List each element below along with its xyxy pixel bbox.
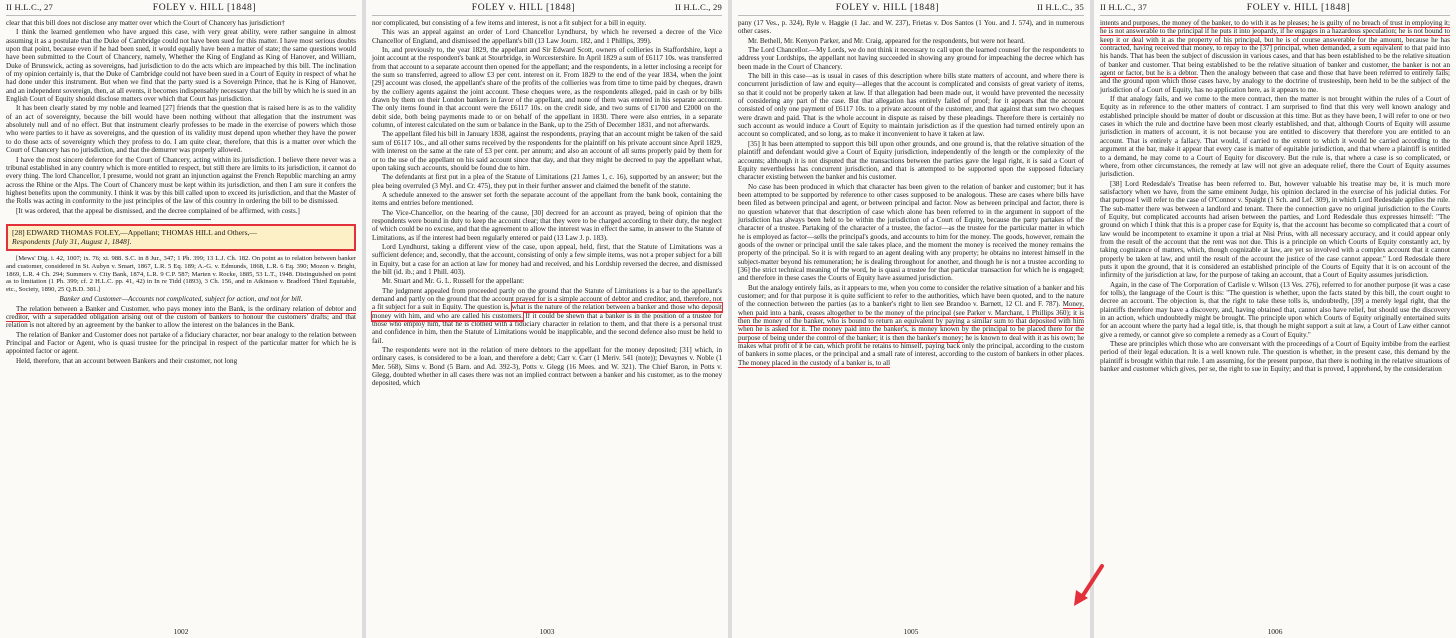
paragraph-rest: Then the analogy between that case and those that have been referred to entirely fails; and the ground upon which those cases have, by analogy to the doctrine of trusteeship, been held to be the subject of the jurisdiction of a Court of Equity, has no application here, as it appears to me.: [1100, 69, 1451, 94]
highlighted-passage-tail: The money placed in the custody of a banker is, to all: [738, 358, 891, 367]
highlighted-passage: intents and purposes, the money of the banker, to do with it as he pleases; he is guilty of no breach of trust in employing it; he is not answerable to the principal if he puts it into jeopardy, if he engages in a hazardous speculation; he is not bound to keep it or deal with it as the property of his principal, but he is of course answerable for the amount,: [1100, 19, 1450, 44]
paragraph: No case has been produced in which that character has been given to the relation of banker and customer; but it has been attempted to be supported by reference to other cases supposed to be analogous. These are cases where bills have been filed as between principal and agent, or between principal and factor. Now as between principal and factor, there is no question whatever that that description of case which alone has been referred to in the argument in support of the jurisdiction has always been held to be within the jurisdiction of a Court of Equity, because the party partakes of the character of a trustee. Partaking of the character of a trustee, the factor—as the trustee for the particular matter in which he is employed as factor—sells the principal's goods, and accounts to him for the money. The goods, however, remain the goods of the owner or principal until the sale takes place, and the moment the money is received the money remains the property of the principal. So it is with regard to an agent dealing with any property; he obtains no interest himself in the subject-matter beyond his remuneration; he is dealing throughout for another, and though he is not a trustee according to [36] the strict technical meaning of the word, he is quasi a trustee for that particular transaction for which he is engaged; and therefore in these cases the Courts of Equity have assumed jurisdiction.: [738, 182, 1084, 283]
header-title: FOLEY v. HILL [1848]: [152, 2, 257, 13]
running-head: [6, 2, 356, 16]
paragraph: The respondents were not in the relation of mere debtors to the appellant for the money deposited; [31] which, in ordinary cases, is considered to be a loan, and therefore a debt; Carr v. Carr (1 Meriv. 541 (note)); Devaynes v. Noble (1 Mer. 568), Sims v. Bond (5 Barn. and Ad. 392-3), Potts v. Glegg (16 Mees. and W. 321). The Chief Baron, in Potts v. Glegg, doubted whether in all cases there was not an implied contract between a banker and his customer, as to the money deposited, which: [372, 346, 722, 388]
page-number: 1003: [539, 627, 555, 636]
header-title: FOLEY v. HILL [1848]: [1246, 2, 1351, 13]
paragraph: [35] It has been attempted to support this bill upon other grounds, and one ground is, that the relative situation of the plaintiff and defendant would give a Court of Equity jurisdiction, independently of the length or the complexity of the accounts; although it is not disputed that the transactions between the parties gave the legal right, it is said a Court of Equity nevertheless has concurrent jurisdiction, and that is attempted to be supported upon the supposed fiduciary character existing between the banker and his customer.: [738, 139, 1084, 182]
paragraph: Again, in the case of The Corporation of Carlisle v. Wilson (13 Ves. 276), referred to for another purpose (it was a case for tolls), the language of the Court is this: "The question is whether, upon the facts stated by this bill, the court ought to decree an account. The objection is, that the right to take these tolls is, undoubtedly, [39] a merely legal right, that the plaintiffs therefore may have a discovery, and, having obtained that, cannot also have relief, but should use the discovery in an action, which undoubtedly might be brought. The principle upon which Courts of Equity originally entertained suits for an account where the party had a legal title, is, that though he might support a suit at law, a Court of Law either cannot give a remedy, or cannot give so complete a remedy as a Court of Equity.": [1100, 280, 1450, 339]
header-right: II H.L.C., 35: [1036, 2, 1084, 12]
paragraph: These are principles which those who are conversant with the proceedings of a Court of Equity imbibe from the earliest period of their legal education. It is a well known rule. The question is whether, in the present case, this demand by the plaintiff is brought within that rule. I am assuming, for the present purpose, that there is nothing in the relative situations of banker and customer which gives, per se, the right to sue in Equity; and that is proved, I apprehend, by the consideration: [1100, 340, 1450, 374]
red-arrow-icon: [1072, 562, 1106, 608]
page-number: 1002: [173, 627, 189, 636]
paragraph: [1100, 19, 1450, 94]
paragraph: The Vice-Chancellor, on the hearing of the cause, [30] decreed for an account as prayed, being of opinion that the respondents were bound in duty to keep the account clear; that they were to be charged according to their duty, the neglect of which could be no excuse, and that the agreement to allow the interest was in effect the same, in answer to the Statute of Limitations, as if the interest had been regularly entered or paid (13 Law J. p. 183).: [372, 208, 722, 242]
paragraph: [It was ordered, that the appeal be dismissed, and the decree complained of be affirmed, with costs.]: [16, 206, 300, 215]
paragraph: Mr. Bethell, Mr. Kenyon Parker, and Mr. Craig, appeared for the respondents, but were not heard.: [748, 36, 1025, 45]
headnote: [6, 305, 356, 330]
paragraph: I have the most sincere deference for the Court of Chancery, acting within its jurisdiction. I believe there never was a tribunal established in any country which is more entitled to respect, but still there are limits to its jurisdiction, it cannot do every thing. The lord Chancellor, I presume, would not grant an injunction against the French Republic marching an army across the Rhine or the Alps. The Court of Chancery must be kept within its jurisdiction, and then I am sure it confers the highest benefits upon the community. I think it was by this bill called upon to exceed its jurisdiction, and that the Master of the Rolls was acting in conformity to the just principles of the law of this country in ordering the bill to be dismissed.: [6, 155, 356, 206]
paragraph: This was an appeal against an order of Lord Chancellor Lyndhurst, by which he reversed a decree of the Vice Chancellor of England, and dismissed the appellant's bill (13 Law Journ. 182, and 1 Phillips, 399).: [372, 28, 722, 45]
highlighted-passage: Money, when paid into a bank, ceases altogether to be the money of the principal (see Parker v. Marchant, 1 Phillips 360); it is then the money of the banker, who is bound to return an equivalent by paying a similar sum to that deposited with him when he is asked for it. The money paid into the banker's, is money known by the principal to be placed there for the purpose of being under the control of the banker; it is then the banker's money;: [738, 300, 1084, 342]
paragraph: pany (17 Ves., p. 324), Ryle v. Haggie (1 Jac. and W. 237), Frietas v. Dos Santos (1 You. and J. 574), and in numerous other cases.: [738, 19, 1084, 36]
paragraph: [38] Lord Redesdale's Treatise has been referred to. But, however valuable his treatise may be, it is much more satisfactory when we have, from the same eminent Judge, his opinion declared in the exercise of his judicial duties. For that purpose I will refer to the case of O'Connor v. Spaight (1 Sch. and Lef. 309), in which Lord Redesdale applies the rule. The sub-matter there was between a landlord and tenant. There the connection gave no original jurisdiction to the Courts of Equity, but complicated accounts had arisen between the parties, and Lord Redesdale thus expresses himself: "The ground on which I think that this is a proper case for Equity is, that the account has become so complicated that a court of law would be incompetent to examine it upon a trial at Nisi Prius, with all necessary accuracy, and it could appear only from the result of the account that the rent was not due. This is a principle on which Courts of Equity constantly act, by taking cognizance of matters, which, though cognizable at law, are yet so involved with a complex account that it cannot properly be taken at law, and until the result of the account the justice of the case cannot appear." Lord Redesdale there puts it upon the ground, that it is considered an established principle of the Courts of Equity that it is on account of the infirmity of the jurisdiction at law, for the purpose of taking an account, that a Court of Equity assumes jurisdiction.: [1100, 179, 1450, 280]
paragraph-rest: he is known to deal with it as his own; he makes what profit of it he can, which profit he retains to himself, paying back only the principal, according to the custom of bankers in some places, or the principal and a small rate of interest, according to the custom of bankers in other places.: [738, 333, 1084, 359]
headnote-3: Held, therefore, that an account between Bankers and their customer, not long: [16, 356, 238, 365]
paragraph-rest: If it could be shewn that a banker is in the position of a trustee for those who employ him, that he is clothed with a fiduciary character in relation to them, and that there is a personal trust and confidence in him, then the Statute of Limitations would be inapplicable, and the second defence also must be held to fail.: [372, 311, 722, 345]
headnote-title: Banker and Customer—Accounts not complicated, subject for action, and not for bill.: [59, 295, 303, 304]
paragraph: Lord Lyndhurst, taking a different view of the case, upon appeal, held, first, that the Statute of Limitations was a sufficient defence; and, secondly, that the account, consisting of only a few simple items, was not a proper subject for a bill in Equity, but a case for an action at law for money had and received, and his Lordship reversed the decree, and dismissed the bill (id. ib.; and 1 Phill. 403).: [372, 242, 722, 276]
running-head: [1100, 2, 1450, 16]
page-1005: [732, 0, 1090, 638]
header-title: FOLEY v. HILL [1848]: [471, 2, 576, 13]
paragraph: The bill in this case—as is usual in cases of this description where bills state matters of account, and where there is concurrent jurisdiction of law and equity—alleges that the account is complicated and consists of great variety of items, so that it could not be properly taken at law. If that allegation had been made out, it would have prevented the necessity of considering any part of the case. But that allegation has entirely failed of proof; for it appears that the account consisted of only one payment of £6117 10s. to a private account of the customer, and that against that sum two cheques were drawn and paid. That is the whole account in dispute as raised by these pleadings. Therefore there is certainly no such account as would induce a Court of Equity to maintain jurisdiction as if the question had turned entirely upon an account so complicated, and so long, as to make it inconvenient to have it taken at law.: [738, 72, 1084, 139]
paragraph: In, and previously to, the year 1829, the appellant and Sir Edward Scott, owners of collieries in Staffordshire, kept a joint account at the respondent's bank at Stourbridge, in Worcestershire. In April 1829 a sum of £6117 10s. was transferred from that account to a separate account then opened for the appellant; and the respondents, in a letter inclosing a receipt for the sum so transferred, agreed to allow £3 per cent. interest on it. From 1829 to the end of the year 1834, when the joint [29] account was closed, the appellant's share of the profits of the collieries was from time to time paid by cheques, drawn by the colliery agents against the joint account. These cheques were, as the respondents alleged, paid in cash or by bills drawn by them on their London bankers in favor of the appellant, and none of them was entered in his separate account. The only items found in that account were the £6117 10s. on the credit side, and two sums of £1700 and £2000 on the debit side, both being payments made to or on behalf of the appellant in 1830. There were also entries, in a separate column, of interest calculated on the sum or balance in the Bank, up to the 25th of December 1831, and not afterwards.: [372, 46, 722, 130]
header-left: II H.L.C., 37: [1100, 2, 1147, 12]
header-right: II H.L.C., 29: [674, 2, 722, 12]
paragraph: [372, 287, 722, 345]
case-heading: [28] EDWARD THOMAS FOLEY,—Appellant; THOMAS HILL and Others,—: [12, 227, 258, 237]
highlighted-passage-debtor: the banker is not an agent or factor, but he is a debtor.: [1100, 60, 1450, 78]
page-1003: [366, 0, 728, 638]
paragraph: Mr. Stuart and Mr. G. L. Russell for the appellant:: [382, 277, 525, 286]
paragraph: I think the learned gentlemen who have argued this case, with very great ability, were rather sanguine in almost assuming it as a postulate that the Duke of Cambridge could not have been sued for this matter. I have most serious doubts upon that point, because even if he had been sued, it would equally have been a matter of state; the same questions would have been submitted to the Court of Chancery, namely, Whether the King of England as King of Hanover, and William, Duke of Brunswick, acting as sovereigns, had jurisdiction to do the acts which are impeached by this bill. The inclination of my opinion certainly is, that the Duke of Cambridge could not have been sued in a Court of Equity in respect of what he had done under this instrument. But when we find that the party sued is a Sovereign Prince, that he is King of Hanover, and an independent sovereign, then, at all events, it becomes indispensably necessary that the bill by which he is sued in an English Court of Equity should disclose matters over which that Court has jurisdiction.: [6, 28, 356, 104]
page-1006: [1094, 0, 1456, 638]
page-number: 1005: [903, 627, 919, 636]
running-head: [738, 2, 1084, 16]
highlighted-passage: what is the nature of the relation between a banker and those who deposit money with him, and who are called his customers.: [372, 303, 722, 320]
paragraph: A schedule annexed to the answer set forth the separate account of the appellant from the bank book, containing the items and entries before mentioned.: [372, 190, 722, 208]
section-divider: [151, 219, 211, 220]
paragraph: clear that this bill does not disclose any matter over which the Court of Chancery has jurisdiction†: [6, 19, 285, 27]
headnote-2: The relation of Banker and Customer does not partake of a fiduciary character, nor bear analogy to the relation between Principal and Factor or Agent, who is quasi trustee for the principal in respect of the particular matter for which he is appointed factor or agent.: [6, 330, 356, 356]
paragraph-start: But the analogy entirely fails, as it appears to me, when you come to consider the relative situation of a banker and his customer; and for that purpose it is quite sufficient to refer to the authorities, which have been quoted, and to the nature of the connection between the parties (as to a banker's right to lien see Brandoo v. Barnett, 12 Cl. and F. 787).: [738, 283, 1084, 309]
header-left: II H.L.C., 27: [6, 2, 53, 12]
paragraph: The Lord Chancellor.—My Lords, we do not think it necessary to call upon the learned counsel for the respondents to address your Lordships, the appellant not having succeeded in showing any ground for impeaching the decree which has been made in the Court of Chancery.: [738, 46, 1084, 71]
paragraph: [738, 284, 1084, 367]
highlighted-passage: The relation between a Banker and Customer, who pays money into the Bank, is the ordinary relation of debtor and creditor,: [6, 304, 356, 321]
case-heading-box: [6, 224, 356, 251]
paragraph: The appellant filed his bill in January 1838, against the respondents, praying that an account might be taken of the said sum of £6117 10s., and all other sums received by the respondents for the plaintiff on his private account since April 1829, with interest on the same at the rate of £3 per cent. per annum; and also an account of all sums properly paid by them for or to the use of the appellant on his said account since that day, and that they might be decreed to pay the appellant what, upon taking such accounts, should be found due to him.: [372, 130, 722, 172]
paragraph: The defendants at first put in a plea of the Statute of Limitations (21 James 1, c. 16), supported by an answer; but the plea being overruled (3 Myl. and Cr. 475), they put in their further answer and claimed the benefit of the statute.: [372, 173, 722, 190]
citations: [Mews' Dig. i. 42, 1007; ix. 76; xi. 988. S.C. in 8 Jur., 347; 1 Ph. 399; 13 L.J. Ch. 182. On point as to relation between banker and customer, considered in St. Aubyn v. Smart, 1867, L.R. 5 Eq. 189; A.-G. v. Edmunds, 1868, L.R. 6 Eq. 390; Mozon v. Bright, 1869, L.R. 4 Ch. 294; Summers v. City Bank, 1874, L.R. 9 C.P. 587; Marten v. Rocke, 1885, 53 L.T., 1948. Distinguished on point as to limitation (1 Ph. 399; cf. 2 H.L.C. pp. 41, 42) in In re Tidd (1893), 3 Ch. 156, and in Atkinson v. Bradford Third Equitable, etc., Society, 1890, 25 Q.B.D. 381.]: [6, 254, 356, 294]
paragraph: If that analogy fails, and we come to the mere contract, then the matter is not brought within the rules of a Court of Equity as in reference to the other matters of contract. I am surprised to find that this very well known analogy and established principle should be matter of doubt or discussion at this time. But as they have been, I will refer to one or two cases in which the rule and doctrine have been most clearly established, and that, although Courts of Equity will assume jurisdiction in matters of account, it is not because you are entitled to discovery that therefore you are entitled to an account. That is entirely a fallacy. That would, if carried to the extent to which it would be carried according to the argument at the bar, make it appear that every case is matter of equitable jurisdiction, and that where a plaintiff is entitled to a demand, he may come to a Court of Equity for discovery. But the rule is, that where a case is so complicated, or where, from other circumstances, the remedy at law will not give an adequate relief, there the Court of Equity assumes jurisdiction.: [1100, 95, 1450, 179]
paragraph: nor complicated, but consisting of a few items and interest, is not a fit subject for a bill in equity.: [372, 19, 647, 27]
running-head: [372, 2, 722, 16]
case-heading-date: Respondents [July 31, August 1, 1848].: [12, 237, 132, 247]
page-number: 1006: [1267, 627, 1283, 636]
paragraph: It has been clearly stated by my noble and learned [27] friends that the question that is raised here is as to the validity of an act of sovereignty, because the bill would have been nothing without that allegation that the instrument was absolutely null and of no effect. But that instrument clearly professes to be made in the exercise of powers which those who were parties to it have as sovereigns, and the question of its validity must depend upon whether they have the power to do those acts of sovereignty which they profess to do. I am quite clear, therefore, that this is a matter over which the Court of Chancery has no jurisdiction, and that the demurrer was properly allowed.: [6, 104, 356, 155]
paragraph-middle: because he has contracted, having received that money, to repay to the [37] principal, when demanded, a sum equivalent to that paid into his hands. That has been the subject of discussion in various cases, and that has been established to be the relative situation of banker and customer. That being established to be the relative situation of banker and customer,: [1100, 35, 1450, 69]
page-1002: [0, 0, 362, 638]
header-title: FOLEY v. HILL [1848]: [835, 2, 940, 13]
paragraph-start: The judgment appealed from proceeded partly on the ground that the Statute of Limitations is a bar to the appellant's demand and partly on the ground that the account prayed for is a simple account of debtor and creditor, and, therefore, not a fit subject for a suit in Equity. The question is,: [372, 286, 722, 312]
headnote-rest: with a superadded obligation arising out of the custom of bankers to honour the customers' drafts; and that relation is not altered by an agreement by the banker to allow the interest on the balances in the Bank.: [6, 312, 356, 330]
